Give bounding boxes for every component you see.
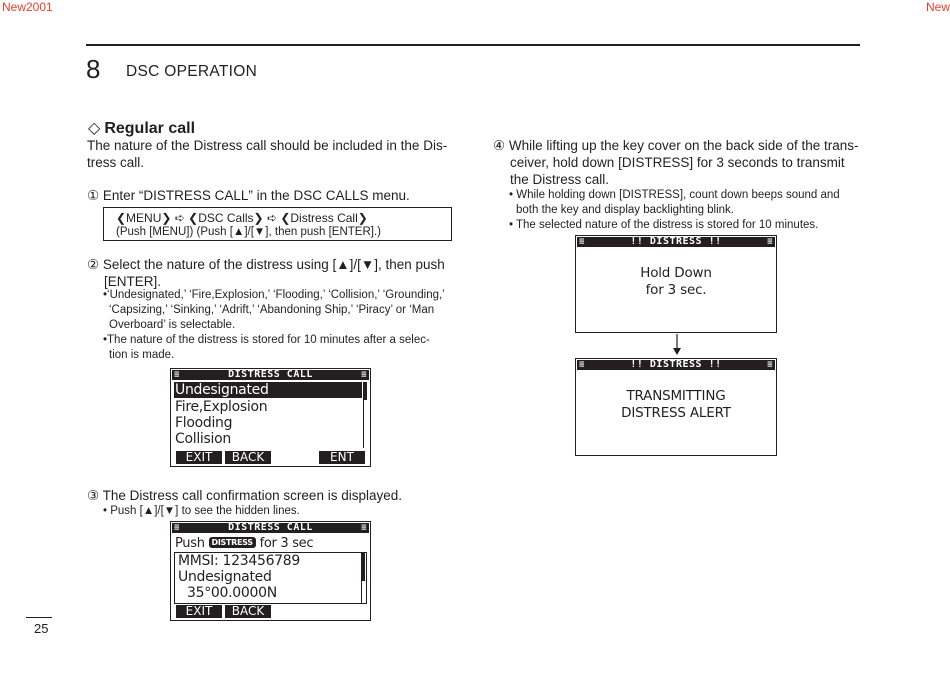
- step-2: [87, 256, 457, 290]
- note-line: •‘Undesignated,’ ‘Fire,Explosion,’ ‘Flooding,’ ‘Collision,’ ‘Grounding,’: [103, 289, 445, 301]
- step-3: [87, 487, 402, 504]
- distress-key-badge: DISTRESS: [209, 537, 256, 548]
- scrollbar-thumb: [364, 382, 367, 400]
- menu-icon: ≡: [579, 237, 585, 247]
- lcd-distress-confirm: [170, 521, 371, 621]
- menu-icon: ≡: [767, 237, 773, 247]
- lcd-title: !! DISTRESS !!: [630, 359, 722, 370]
- step-number: ③: [87, 488, 100, 503]
- step-3-note: • Push [▲]/[▼] to see the hidden lines.: [103, 505, 300, 517]
- chapter-number: 8: [86, 54, 101, 84]
- step-text: the Distress call.: [510, 172, 610, 187]
- lcd-message-line: DISTRESS ALERT: [621, 405, 731, 421]
- menu-icon: ≡: [579, 360, 585, 370]
- footer-rule: [26, 617, 52, 618]
- step-number: ①: [87, 188, 100, 203]
- header-rule: [86, 44, 860, 46]
- push-label: Push: [175, 536, 205, 551]
- step-text: The Distress call confirmation screen is displayed.: [102, 488, 402, 503]
- menu-icon: ≡: [361, 370, 367, 380]
- lcd-title-bar: [172, 370, 369, 380]
- lcd-message-line: TRANSMITTING: [626, 388, 726, 404]
- lcd-item: Fire,Explosion: [175, 399, 268, 415]
- diamond-icon: ◇: [88, 120, 101, 137]
- menu-icon: ≡: [174, 523, 180, 533]
- down-arrow-icon: [670, 334, 684, 356]
- menu-icon: ≡: [174, 370, 180, 380]
- lcd-item-selected: Undesignated: [174, 382, 362, 398]
- step-2-notes: [103, 288, 455, 363]
- note-line: • While holding down [DISTRESS], count down beeps sound and: [509, 189, 840, 201]
- step-text: ceiver, hold down [DISTRESS] for 3 seconds to transmit: [510, 155, 845, 170]
- hold-duration: for 3 sec: [259, 536, 314, 551]
- chapter-title: DSC OPERATION: [126, 63, 258, 80]
- softkey-back: BACK: [225, 605, 271, 618]
- lcd-title-bar: [172, 523, 369, 533]
- step-1: [87, 187, 410, 204]
- menu-icon: ≡: [767, 360, 773, 370]
- section-intro: [87, 137, 457, 171]
- note-line: • The selected nature of the distress is stored for 10 minutes.: [509, 219, 819, 231]
- scrollbar: [361, 553, 366, 603]
- lcd-title: !! DISTRESS !!: [630, 236, 722, 247]
- scrollbar-thumb: [362, 553, 365, 581]
- softkey-exit: EXIT: [176, 605, 222, 618]
- note-line: both the key and display backlighting blink.: [516, 204, 735, 216]
- lcd-message-line: Hold Down: [640, 265, 712, 281]
- lcd-title: DISTRESS CALL: [228, 522, 313, 533]
- lcd-distress-call-menu: [170, 368, 371, 467]
- lcd-mmsi: MMSI: 123456789: [178, 553, 301, 569]
- lcd-message-line: for 3 sec.: [645, 282, 707, 298]
- menu-path-instructions: (Push [MENU]) (Push [▲]/[▼], then push [ENTER].): [116, 226, 381, 238]
- lcd-hold-down: [575, 235, 777, 333]
- step-4: [493, 137, 861, 188]
- lcd-item: Collision: [175, 431, 231, 447]
- lcd-title: DISTRESS CALL: [228, 369, 313, 380]
- corner-mark-left: New2001: [2, 0, 53, 14]
- lcd-nature: Undesignated: [178, 569, 272, 585]
- step-4-notes: [509, 188, 861, 233]
- intro-line: The nature of the Distress call should be included in the Dis-: [87, 138, 448, 153]
- menu-path-box: [103, 207, 452, 241]
- menu-icon: ≡: [361, 523, 367, 533]
- scrollbar: [363, 382, 368, 448]
- note-line: ‘Capsizing,’ ‘Sinking,’ ‘Adrift,’ ‘Abandoning Ship,’ ‘Piracy’ or ‘Man: [109, 304, 435, 316]
- lcd-item: Flooding: [175, 415, 233, 431]
- step-text: Enter “DISTRESS CALL” in the DSC CALLS menu.: [102, 188, 410, 203]
- note-line: •The nature of the distress is stored for 10 minutes after a selec-: [103, 334, 430, 346]
- lcd-position: 35°00.0000N: [187, 585, 277, 601]
- page-number: 25: [34, 621, 49, 636]
- section-title: Regular call: [104, 120, 196, 137]
- lcd-transmitting: [575, 358, 777, 456]
- corner-mark-right: New: [925, 0, 950, 14]
- softkey-enter: ENT: [319, 451, 365, 464]
- softkey-exit: EXIT: [176, 451, 222, 464]
- intro-line: tress call.: [87, 155, 145, 170]
- lcd-title-bar: [577, 237, 775, 247]
- lcd-title-bar: [577, 360, 775, 370]
- note-line: tion is made.: [109, 349, 175, 361]
- softkey-back: BACK: [225, 451, 271, 464]
- step-number: ④: [493, 138, 506, 153]
- lcd-info-frame: [174, 552, 367, 604]
- lcd-push-line: [175, 535, 313, 552]
- note-line: Overboard’ is selectable.: [109, 319, 236, 331]
- menu-path-row: ❮MENU❯ ➪ ❮DSC Calls❯ ➪ ❮Distress Call❯: [116, 211, 368, 225]
- section-heading: [88, 118, 195, 138]
- step-number: ②: [87, 257, 100, 272]
- step-text: [ENTER].: [104, 274, 162, 289]
- step-text: While lifting up the key cover on the back side of the trans-: [508, 138, 859, 153]
- step-text: Select the nature of the distress using [▲]/[▼], then push: [102, 257, 445, 272]
